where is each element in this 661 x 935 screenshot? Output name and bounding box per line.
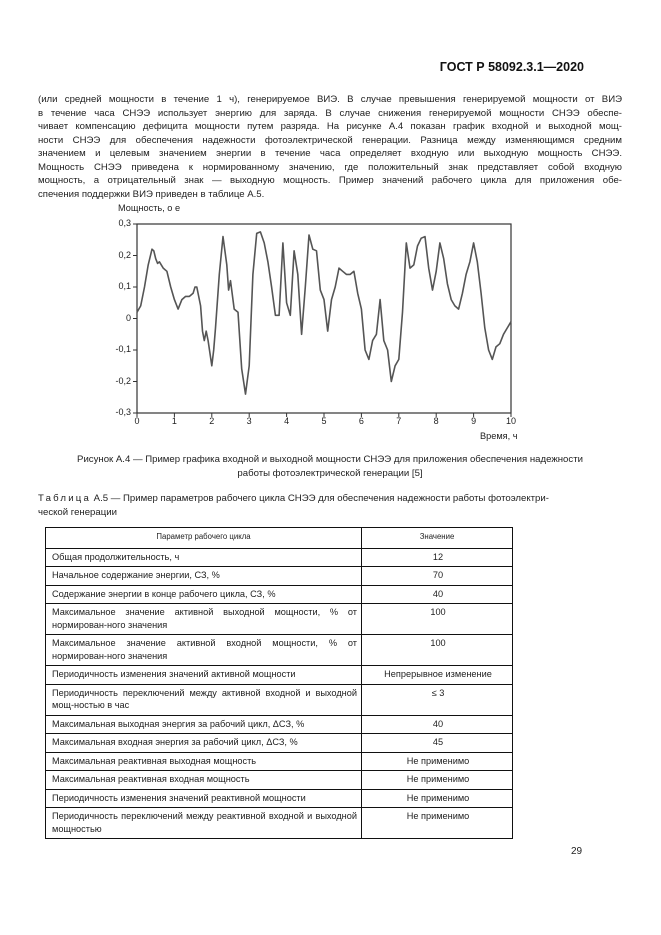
table-row — [46, 752, 513, 771]
table-caption — [38, 492, 622, 519]
table-row — [46, 635, 513, 666]
x-tick-label: 3 — [246, 416, 252, 426]
x-tick-label: 0 — [134, 416, 140, 426]
parameter-cell: Общая продолжительность, ч — [46, 548, 362, 567]
chart-plot — [80, 198, 540, 448]
y-tick-label: 0,1 — [118, 281, 131, 291]
x-tick-label: 2 — [209, 416, 215, 426]
y-tick-label: 0,2 — [118, 249, 131, 260]
y-tick-label: -0,1 — [115, 344, 131, 354]
caption-line: Рисунок А.4 — Пример графика входной и выходной мощности СНЭЭ для приложения обеспечения надежности — [77, 454, 583, 465]
y-tick-label: -0,3 — [115, 407, 131, 417]
value-cell: Не применимо — [362, 789, 513, 808]
value-cell: 40 — [362, 585, 513, 604]
paragraph-line: значением и целевым значением энергии в течение часа определяет входную или выходную мощность СНЭЭ. — [38, 148, 622, 159]
paragraph-line: Мощность СНЭЭ приведена к нормированному значению, где положительный знак представляет собой входную — [38, 161, 622, 173]
table-label: Таблица — [38, 493, 92, 504]
table-row — [46, 771, 513, 790]
column-header-parameter: Параметр рабочего цикла — [46, 528, 362, 549]
value-cell: 100 — [362, 635, 513, 666]
x-tick-label: 5 — [321, 416, 327, 426]
page-number: 29 — [571, 846, 583, 857]
y-tick-label: 0 — [125, 312, 131, 323]
paragraph-line: спечения поддержки ВИЭ приведен в таблице А.5. — [38, 188, 265, 200]
value-cell: 70 — [362, 567, 513, 586]
x-tick-label: 8 — [433, 416, 439, 426]
value-cell: 100 — [362, 604, 513, 635]
parameter-cell: Начальное содержание энергии, СЗ, % — [46, 567, 362, 586]
parameter-cell: Периодичность переключений между активной входной и выходной мощ-ностью в час — [46, 684, 362, 715]
paragraph-line: чивает компенсацию дефицита мощности путем разряда. На рисунке А.4 показан график входной и выходной мощ- — [38, 121, 622, 132]
x-tick-label: 9 — [471, 416, 477, 426]
table-caption-text: ческой генерации — [38, 506, 117, 518]
table-row — [46, 548, 513, 567]
x-axis-label: Время, ч — [480, 431, 518, 441]
parameter-cell: Максимальная входная энергия за рабочий цикл, ΔСЗ, % — [46, 734, 362, 753]
table-row — [46, 684, 513, 715]
power-chart — [80, 198, 540, 448]
y-tick-label: -0,2 — [115, 375, 131, 386]
x-tick-label: 7 — [396, 416, 402, 426]
y-tick-label: 0,3 — [118, 218, 131, 228]
table-row — [46, 567, 513, 586]
parameter-cell: Периодичность изменения значений активной мощности — [46, 666, 362, 685]
table-row — [46, 585, 513, 604]
value-cell: Не применимо — [362, 771, 513, 790]
value-cell: Не применимо — [362, 752, 513, 771]
value-cell: 45 — [362, 734, 513, 753]
x-tick-label: 6 — [358, 416, 364, 426]
figure-caption — [38, 453, 622, 480]
parameters-table — [45, 527, 513, 839]
document-header: ГОСТ Р 58092.3.1—2020 — [439, 60, 584, 74]
table-row — [46, 666, 513, 685]
table-row — [46, 734, 513, 753]
y-axis-label: Мощность, о е — [118, 203, 181, 213]
caption-line: работы фотоэлектрической генерации [5] — [237, 467, 423, 479]
column-header-value: Значение — [362, 528, 513, 549]
parameter-cell: Содержание энергии в конце рабочего цикла, СЗ, % — [46, 585, 362, 604]
parameter-cell: Максимальная выходная энергия за рабочий цикл, ΔСЗ, % — [46, 715, 362, 734]
value-cell: ≤ 3 — [362, 684, 513, 715]
parameter-cell: Максимальное значение активной выходной мощности, % от нормирован-ного значения — [46, 604, 362, 635]
table-row — [46, 789, 513, 808]
value-cell: 40 — [362, 715, 513, 734]
parameter-cell: Максимальная реактивная входная мощность — [46, 771, 362, 790]
table-row — [46, 808, 513, 839]
table-header-row — [46, 528, 513, 549]
paragraph-line: ности СНЭЭ для обеспечения надежности фотоэлектрической генерации. Разница между изменяющимся средним — [38, 134, 622, 146]
parameter-cell: Периодичность изменения значений реактивной мощности — [46, 789, 362, 808]
body-paragraph — [38, 93, 622, 201]
paragraph-line: в течение часа СНЭЭ использует энергию для заряда. В случае снижения генерируемой мощности СНЭЭ обеспе- — [38, 107, 622, 119]
value-cell: 12 — [362, 548, 513, 567]
paragraph-line: (или средней мощности в течение 1 ч), генерируемое ВИЭ. В случае превышения генерируемой мощности от ВИЭ — [38, 94, 622, 105]
parameter-cell: Максимальное значение активной входной мощности, % от нормирован-ного значения — [46, 635, 362, 666]
paragraph-line: мощность, а отрицательный знак — выходную мощность. Пример значений рабочего цикла для приложения обе- — [38, 175, 622, 186]
parameter-cell: Максимальная реактивная выходная мощность — [46, 752, 362, 771]
power-line — [137, 232, 511, 394]
plot-frame — [137, 224, 511, 413]
value-cell: Не применимо — [362, 808, 513, 839]
table-row — [46, 715, 513, 734]
x-tick-label: 1 — [171, 416, 177, 426]
table-caption-text: А.5 — Пример параметров рабочего цикла СНЭЭ для обеспечения надежности работы фотоэлектри- — [91, 493, 549, 504]
parameter-cell: Периодичность переключений между реактивной входной и выходной мощностью — [46, 808, 362, 839]
value-cell: Непрерывное изменение — [362, 666, 513, 685]
table-row — [46, 604, 513, 635]
x-tick-label: 10 — [505, 416, 516, 426]
x-tick-label: 4 — [284, 416, 290, 426]
